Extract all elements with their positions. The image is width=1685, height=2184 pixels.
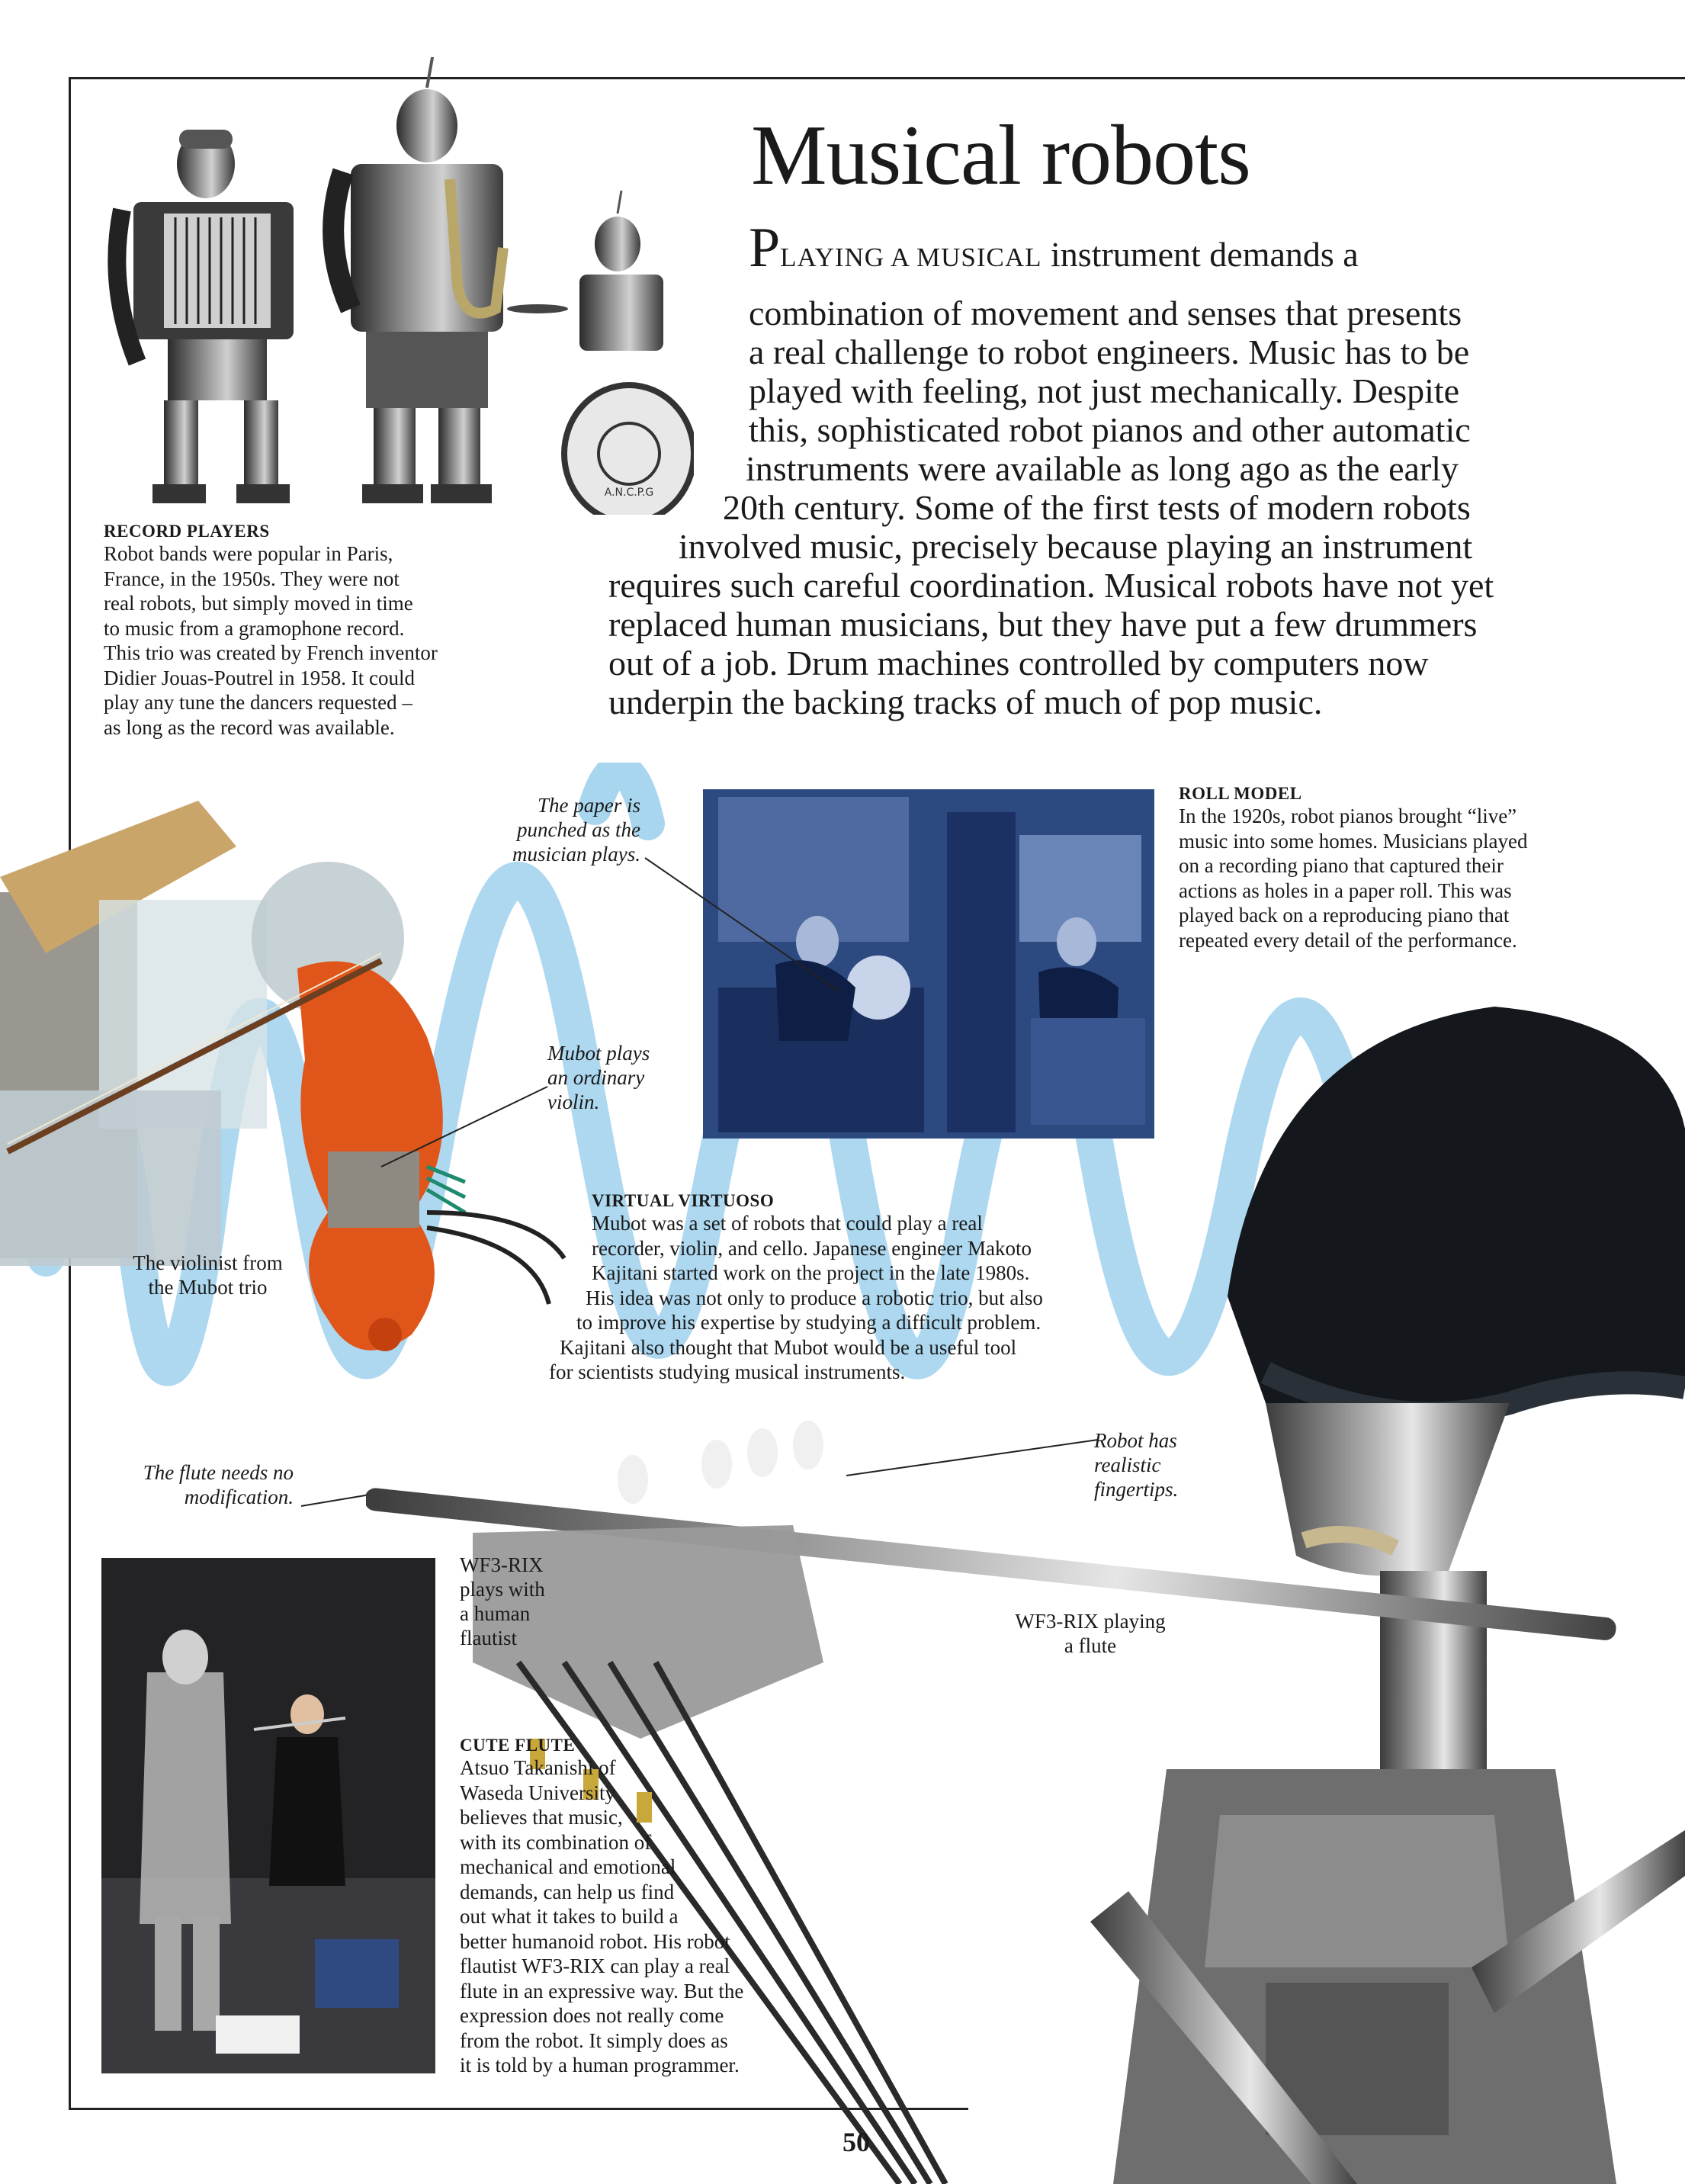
note-line: The flute needs no: [143, 1461, 294, 1484]
caption-line: to music from a gramophone record.: [104, 616, 405, 640]
caption-line: Waseda University: [460, 1781, 616, 1804]
wf3-human-label: [460, 1553, 545, 1650]
caption-line: from the robot. It simply does as: [460, 2028, 728, 2052]
note-line: musician plays.: [512, 843, 640, 866]
violinist-label: [114, 1251, 301, 1299]
note-line: fingertips.: [1094, 1478, 1179, 1501]
record-players-heading: RECORD PLAYERS: [104, 522, 270, 541]
note-line: an ordinary: [547, 1066, 645, 1089]
caption-line: Didier Jouas-Poutrel in 1958. It could: [104, 666, 415, 689]
caption-line: recorder, violin, and cello. Japanese engineer Makoto: [592, 1236, 1032, 1260]
caption-line: it is told by a human programmer.: [460, 2054, 740, 2076]
caption-line: play any tune the dancers requested –: [104, 691, 412, 714]
note-line: Mubot plays: [547, 1042, 650, 1065]
intro-line: requires such careful coordination. Musical robots have not yet: [608, 566, 1494, 605]
intro-line: replaced human musicians, but they have put a few drummers: [608, 605, 1478, 644]
intro-line: a real challenge to robot engineers. Music has to be: [749, 332, 1470, 371]
label-line: WF3-RIX: [460, 1553, 544, 1576]
caption-line: out what it takes to build a: [460, 1905, 679, 1928]
caption-line: expression does not really come: [460, 2004, 724, 2027]
caption-line: mechanical and emotional: [460, 1855, 676, 1878]
caption-line: Kajitani also thought that Mubot would be a useful tool: [560, 1335, 1017, 1359]
caption-line: better humanoid robot. His robot: [460, 1929, 730, 1953]
page-title: Musical robots: [751, 108, 1250, 203]
caption-line: to improve his expertise by studying a difficult problem.: [576, 1311, 1041, 1334]
intro-line: 20th century. Some of the first tests of modern robots: [723, 488, 1471, 527]
caption-line: This trio was created by French inventor: [104, 641, 438, 664]
caption-line: real robots, but simply moved in time: [104, 592, 413, 615]
note-line: modification.: [184, 1485, 294, 1508]
caption-line: demands, can help us find: [460, 1880, 675, 1903]
virtual-virtuoso-heading: VIRTUAL VIRTUOSO: [592, 1191, 775, 1210]
caption-line: His idea was not only to produce a robotic trio, but also: [586, 1286, 1043, 1309]
note-flute-no-modification: [91, 1460, 294, 1509]
caption-line: flautist WF3-RIX can play a real: [460, 1954, 730, 1977]
caption-line: flute in an expressive way. But the: [460, 1979, 744, 2003]
wf3-flute-label: [999, 1609, 1182, 1658]
note-line: Robot has: [1094, 1429, 1177, 1452]
note-fingertips: [1094, 1428, 1178, 1502]
caption-line: In the 1920s, robot pianos brought “live”: [1179, 805, 1517, 827]
caption-line: played back on a reproducing piano that: [1179, 904, 1510, 927]
caption-line: actions as holes in a paper roll. This was: [1179, 878, 1512, 902]
cute-flute-text: [460, 1755, 743, 2078]
label-line: plays with: [460, 1578, 545, 1601]
note-line: The paper is: [538, 794, 640, 817]
intro-line: out of a job. Drum machines controlled by computers now: [608, 644, 1429, 682]
intro-line: instruments were available as long ago as the early: [746, 449, 1459, 488]
caption-line: Atsuo Takanishi of: [460, 1756, 616, 1779]
label-line: WF3-RIX playing: [1015, 1610, 1166, 1633]
intro-line-1-rest: instrument demands a: [1041, 235, 1359, 274]
caption-line: for scientists studying musical instruments.: [549, 1360, 906, 1383]
caption-line: Mubot was a set of robots that could play a real: [592, 1212, 983, 1235]
drop-cap: P: [749, 217, 781, 279]
caption-line: believes that music,: [460, 1806, 623, 1829]
intro-line: underpin the backing tracks of much of pop music.: [608, 682, 1323, 721]
cute-flute-heading: CUTE FLUTE: [460, 1736, 576, 1755]
caption-line: repeated every detail of the performance.: [1179, 928, 1517, 952]
wf3-human-flautist-photo: [101, 1558, 435, 2073]
intro-line: played with feeling, not just mechanically. Despite: [749, 371, 1460, 410]
drum-logo-text: A.N.C.P.G: [604, 487, 654, 499]
intro-line: combination of movement and senses that presents: [749, 294, 1462, 332]
label-line: a human: [460, 1602, 531, 1625]
label-line: The violinist from: [133, 1251, 283, 1274]
label-line: a flute: [1064, 1634, 1117, 1657]
caption-line: as long as the record was available.: [104, 715, 395, 739]
cute-flute-caption: [460, 1736, 743, 2078]
caption-line: with its combination of: [460, 1830, 652, 1854]
caption-line: France, in the 1950s. They were not: [104, 567, 400, 590]
caption-line: on a recording piano that captured their: [1179, 854, 1504, 877]
note-line: violin.: [547, 1090, 600, 1113]
intro-line: involved music, precisely because playing an instrument: [679, 527, 1473, 566]
caption-line: music into some homes. Musicians played: [1179, 829, 1528, 853]
caption-line: Kajitani started work on the project in the late 1980s.: [592, 1261, 1030, 1284]
intro-line: this, sophisticated robot pianos and other automatic: [749, 410, 1471, 449]
note-paper-punched: [488, 793, 640, 866]
note-line: realistic: [1094, 1453, 1161, 1476]
note-line: punched as the: [517, 818, 640, 841]
label-line: flautist: [460, 1627, 517, 1649]
roll-model-heading: ROLL MODEL: [1179, 784, 1302, 803]
label-line: the Mubot trio: [148, 1276, 268, 1299]
page-number: 50: [842, 2127, 870, 2157]
intro-smallcaps: LAYING A MUSICAL: [780, 242, 1042, 272]
caption-line: Robot bands were popular in Paris,: [104, 542, 393, 565]
